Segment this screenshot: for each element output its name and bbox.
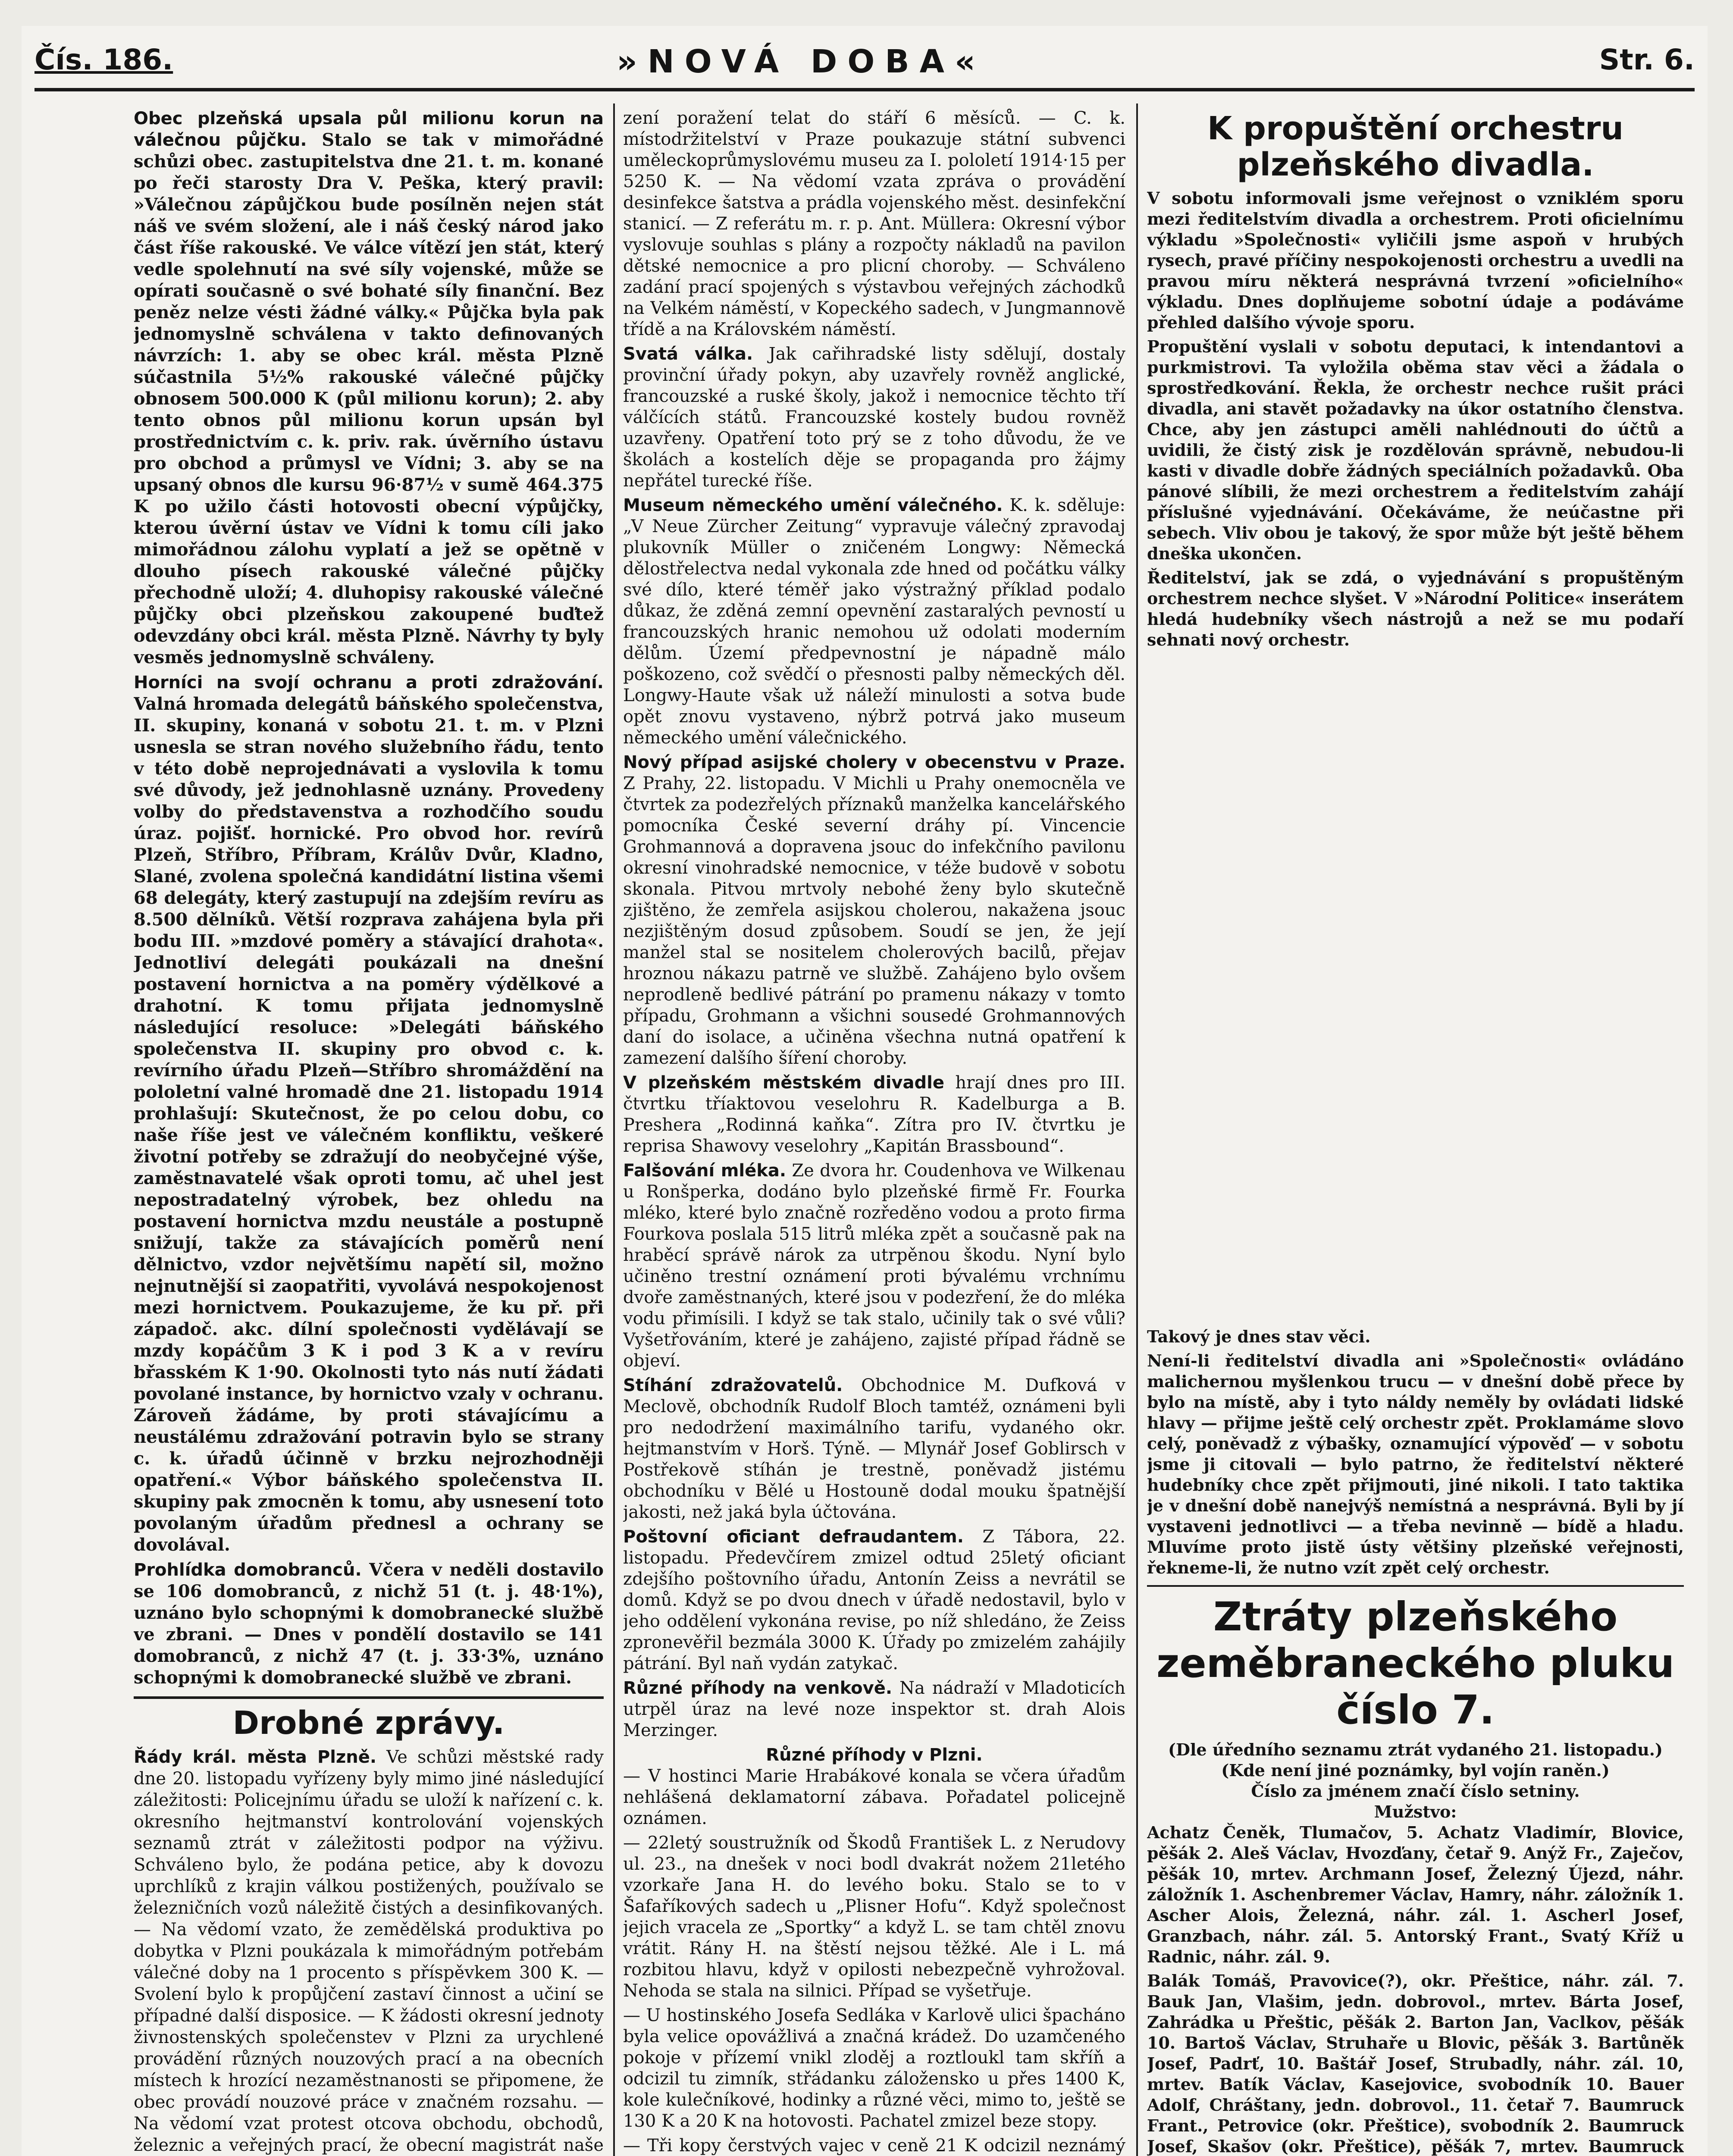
article-heading: K propuštění orchestru plzeňského divadla.: [1207, 110, 1624, 183]
article-paragraph: [623, 752, 1125, 1069]
casualty-list: Achatz Čeněk, Tlumačov, 5. Achatz Vladimír, Blovice, pěšák 2. Aleš Václav, Hvozďany, četař 9. Anýž Fr., Zaječov, pěšák 10, mrtev. Archmann Josef, Železný Újezd, náhr. záložník 1. Aschenbremer Václav, Hamry, náhr. záložník 1. Ascher Alois, Železná, náhr. zál. 1. Ascherl Josef, Granzbach, náhr. zál. 5. Antorský Frant., Svatý Kříž u Radnic, náhr. zál. 9.: [1147, 1823, 1684, 1966]
newspaper-page: [22, 26, 1708, 2156]
article-lead: Obec plzeňská upsala půl milionu korun na válečnou půjčku.: [134, 109, 604, 150]
article-lead: Falšování mléka.: [623, 1161, 787, 1181]
list-heading: Mužstvo:: [1374, 1802, 1457, 1821]
article-lead: Stíhání zdražovatelů.: [623, 1376, 843, 1395]
article-paragraph: [134, 1746, 604, 2156]
article-lead: Řády král. města Plzně.: [134, 1747, 377, 1767]
article-text: Z Prahy, 22. listopadu. V Michli u Prahy onemocněla ve čtvrtek za podezřelých příznaků manželka kancelářského pomocníka České severní dráhy pí. Vincencie Grohmannová a dopravena jsouc do infekčního pavilonu okresní vinohradské nemocnice, v téže budově v sobotu skonala. Pitvou mrtvoly nebohé ženy bylo skutečně zjištěno, že zemřela asijskou cholerou, nakažena jsouc nezjištěným dosud způsobem. Soudí se jen, že její manžel stal se nositelem cholerových bacilů, přejav hroznou nákazu patrně ve službě. Zahájeno bylo ovšem neprodleně bedlivé pátrání po pramenu nákazy v tomto případu, Grohmann a všichni sousedé Grohmannových daní do isolace, a učiněna všechna nutná opatření k zamezení dalšího šíření choroby.: [623, 774, 1125, 1068]
article-paragraph: Propuštění vyslali v sobotu deputaci, k intendantovi a purkmistrovi. Ta vyložila oběma stav věci a žádala o sprostředkování. Řekla, že orchestr nechce rušit práci divadla, ani stavět požadavky na úkor ostatního členstva. Chce, aby jen zástupci aměli nahlédnouti do účtů a uvidili, že čistý zisk je rozdělován správně, nebudou-li kasti v divadle dobře žádných speciálních požadavků. Oba pánové slíbili, že mezi orchestrem a ředitelstvím zahájí příslušné vyjednávání. Očekáváme, že neúčastne při sebech. Vliv obou je takový, že spor může být ještě během dneška ukončen.: [1147, 337, 1684, 563]
article-paragraph: — Tři kopy čerstvých vajec v ceně 21 K odcizil neznámý: [623, 2136, 1125, 2156]
article-lead: V plzeňském městském divadle: [623, 1073, 944, 1093]
article-paragraph: Není-li ředitelství divadla ani »Společnosti« ovládáno malichernou myšlenkou trucu — v dnešní době přece by bylo na místě, aby i tyto náldy neměly by ovládati lidské hlavy — přijme ještě celý orchestr zpět. Proklamáme slovo celý, poněvadž z výbašky, oznamující výpověď — v sobotu jsme ji citovali — bylo patrno, že ředitelství některé hudebníky chce zpět přijmouti, jiné nikoli. I tato taktika je v dnešní době nanejvýš nemístná a nesprávná. Byli by jí vystaveni jednotlivci — a třeba nevinně — bídě a hladu. Mluvíme proto jistě ústy většiny plzeňské veřejnosti, řekneme-li, že nutno vzít zpět celý orchestr.: [1147, 1351, 1684, 1577]
heading-note: (Dle úředního seznamu ztrát vydaného 21. listopadu.): [1168, 1740, 1663, 1759]
article-paragraph: [623, 344, 1125, 492]
casualty-list: Balák Tomáš, Pravovice(?), okr. Přeštice, náhr. zál. 7. Bauk Jan, Vlašim, jedn. dobrovol., mrtev. Bárta Josef, Zahrádka u Přeštic, pěšák 2. Barton Jan, Vaclkov, pěšák 10. Bartoš Václav, Struhaře u Blovic, pěšák 3. Bartůněk Josef, Padrť, 10. Baštář Josef, Strubadly, náhr. zál. 10, mrtev. Batík Václav, Kasejovice, svobodník 10. Bauer Adolf, Chráštany, jedn. dobrovol., 11. četař 7. Baumruck Frant., Petrovice (okr. Přeštice), svobodník 2. Baumruck Josef, Skašov (okr. Přeštice), pěšák 7, mrtev. Baumruck: [1147, 1971, 1684, 2156]
column-2: [623, 108, 1125, 2156]
article-paragraph: [623, 1375, 1125, 1523]
article-lead: Museum německého umění válečného.: [623, 495, 1003, 515]
article-lead: Různé příhody na venkově.: [623, 1678, 893, 1698]
heading-note: (Kde není jiné poznámky, byl vojín raněn.): [1221, 1761, 1610, 1780]
article-lead: Nový případ asijské cholery v obecenstvu v Praze.: [623, 752, 1125, 772]
article-paragraph: [623, 1678, 1125, 1741]
column-divider: [1136, 103, 1138, 2156]
issue-number: Čís. 186.: [34, 43, 173, 76]
column-1: [134, 108, 604, 2156]
article-paragraph: [623, 495, 1125, 749]
article-text: Ve schůzi městské rady dne 20. listopadu vyřízeny byly mimo jiné následující záležitosti: Policejnímu úřadu se uloží k nařízení c. k. okresního hejtmanství kontrolování vojenských seznamů ztrát v záležitosti podpor na výživu. Schváleno bylo, že podána petice, aby k dovozu uprchlíků z krajin válkou postižených, používalo se železničních vozů náležitě čistých a desinfikovaných. — Na vědomí vzato, že zemědělská produktiva po dobytka v Plzni poukázala k mimořádným potřebám válečné doby na 1 procento s příspěvkem 300 K. — Svolení bylo k propůjčení zastaví činnost a učiní se případné další disposice. — K žádosti okresní jednoty živnostenských společenstev v Plzni za urychlené provádění různých nouzových prací a na obecních místech k hrozící nezaměstnanosti se připomene, že obec provádí nouzové práce v značném rozsahu. — Na vědomí vzat protest otcova obchodu, obchodů, železnic a veřejných prací, že obecní magistrát naše: [134, 1747, 604, 2155]
article-text: Obchodnice M. Dufková v Meclově, obchodník Rudolf Bloch tamtéž, oznámeni byli pro nedodržení maximálního tarifu, vydaného okr. hejtmanstvím v Horš. Týně. — Mlynář Josef Goblirsch v Postřekově stíhán je trestně, poněvadž jistému obchodníku v Bělé u Hostouně dodal mouku špatnější jakosti, než jaká byla účtována.: [623, 1376, 1125, 1522]
column-3: [1147, 108, 1684, 2156]
section-rule: [134, 1696, 604, 1699]
article-text: Na nádraží v Mladoticích utrpěl úraz na levé noze inspektor st. drah Alois Merzinger.: [623, 1678, 1125, 1740]
article-lead: Prohlídka domobranců.: [134, 1560, 362, 1580]
article-paragraph: Ředitelství, jak se zdá, o vyjednávání s propuštěným orchestrem nechce slyšet. V »Národní Politice« inserátem hledá hudebníky všech nástrojů a než se mu podaří sehnati nový orchestr.: [1147, 568, 1684, 649]
article-text: Z Tábora, 22. listopadu. Předevčírem zmizel odtud 25letý oficiant zdejšího poštovního úřadu, Antonín Zeiss a nevrátil se domů. Když se po dvou dnech v úřadě nedostavil, bylo v jeho oddělení vykonána revise, po níž shledáno, že Zeiss zpronevěřil bezmála 3000 K. Úřady po zmizelém zahájily pátrání. Byl naň vydán zatykač.: [623, 1527, 1125, 1673]
article-paragraph: [134, 672, 604, 1556]
masthead-rule: [34, 88, 1695, 91]
blank-space: [1147, 654, 1684, 1326]
article-text: Valná hromada delegátů báňského společenstva, II. skupiny, konaná v sobotu 21. t. m. v Plzni usnesla se stran nového služebního řádu, tento v této době neprojednávati a vyslovila k tomu své důvody, jež jednohlasně uznány. Provedeny volby do představenstva a rozhodčího soudu úraz. pojišť. hornické. Pro obvod hor. revírů Plzeň, Stříbro, Příbram, Králův Dvůr, Kladno, Slané, zvolena společná kandidátní listina všemi 68 delegáty, který zastupují na zdejším revíru as 8.500 dělníků. Větší rozprava zahájena byla při bodu III. »mzdové poměry a stávající drahota«. Jednotliví delegáti poukázali na dnešní postavení hornictva a na poměry výdělkové a drahotní. K tomu přijata jednomyslně následující resoluce: »Delegáti báňského společenstva II. skupiny pro obvod c. k. revírního úřadu Plzeň—Stříbro shromáždění na pololetní valné hromadě dne 21. listopadu 1914 prohlašují: Skutečnost, že po celou dobu, co naše říše jest ve válečném konfliktu, veškeré životní potřeby se zdražují do neobyčejné výše, zaměstnavatelé však oproti tomu, ač uhel jest nepostradatelný výrobek, bez ohledu na postavení hornictva mzdu neustále a postupně snižují, takže za stávajících poměrů není dělnictvo, vzdor největšímu napětí sil, možno nejnutnější si zaopatřiti, vyvolává nespokojenost mezi hornictvem. Poukazujeme, že ku př. při západoč. akc. dílní společnosti vydělávají se mzdy kopáčům 3 K i pod 3 K a v revíru břasském K 1·90. Okolnosti tyto nás nutí žádati povolané instance, by hornictvo vzaly v ochranu. Zároveň žádáme, by proti stávajícímu a neustálému zdražování potravin bylo se strany c. k. úřadů účinně v brzku nejrozhodněji opatření.« Výbor báňského společenstva II. skupiny pak zmocněn k tomu, aby usnesení toto povolaným úřadům přednesl a ochrany se dovolával.: [134, 694, 604, 1555]
section-rule: [1147, 1585, 1684, 1587]
newspaper-title: »NOVÁ DOBA«: [617, 43, 986, 80]
article-text: hrají dnes pro III. čtvrtku tříaktovou veselohru R. Kadelburga a B. Preshera „Rodinná kaňka“. Zítra pro IV. čtvrtku je reprisa Shawovy veselohry „Kapitán Brassbound“.: [623, 1073, 1125, 1156]
masthead: [34, 34, 1695, 86]
article-paragraph: [623, 1160, 1125, 1372]
article-text: Jak cařihradské listy sdělují, dostaly provinční úřady pokyn, aby uzavřely rovněž anglické, francouzské a ruské školy, jakož i nemocnice těchto tří válčících států. Francouzské kostely budou rovněž uzavřeny. Opatření toto prý se z toho důvodu, že ve školách a kostelích děje se propaganda pro žájmy nepřátel turecké říše.: [623, 344, 1125, 491]
article-paragraph: [623, 1072, 1125, 1157]
subsection-heading: Různé příhody v Plzni.: [766, 1745, 983, 1765]
article-lead: Poštovní oficiant defraudantem.: [623, 1527, 964, 1547]
article-paragraph: [134, 1559, 604, 1689]
article-paragraph: [623, 1526, 1125, 1674]
page-number: Str. 6.: [1599, 43, 1695, 76]
column-divider: [613, 103, 615, 2156]
article-paragraph: V sobotu informovali jsme veřejnost o vzniklém sporu mezi ředitelstvím divadla a orchestrem. Proti oficielnímu výkladu »Společnosti« vyličili jsme aspoň v hrubých rysech, pravé příčiny nespokojenosti orchestru a uvedli na pravou míru některá nesprávná tvrzení »oficielního« výkladu. Dnes doplňujeme sobotní údaje a podáváme přehled dalšího vývoje sporu.: [1147, 188, 1684, 332]
article-paragraph: — U hostinského Josefa Sedláka v Karlově ulici špacháno byla velice opovážlivá a značná krádež. Do uzamčeného pokoje v přízemí vnikl zloděj a roztloukl tam skříň a odcizil tu zimník, střádanku záložensko u přes 1400 K, kole kulečníkové, hodinky a různé věci, mimo to, ještě se 130 K a 20 K na hotovosti. Pachatel zmizel beze stopy.: [623, 2006, 1125, 2131]
article-heading: Ztráty plzeňského zeměbraneckého pluku číslo 7.: [1156, 1594, 1675, 1733]
article-text: K. k. sděluje: „V Neue Zürcher Zeitung“ vypravuje válečný zpravodaj plukovník Müller o zničeném Longwy: Německá dělostřelectva nedal vykonala zde hned od počátku války své dílo, které téměř jako výstražný příklad podalo důkaz, že zděná zemní opevnění zastaralých pevností u francouzských hranic nemohou už odolati moderním dělům. Území předpevnostní je nápadně málo poškozeno, což svědčí o přesnosti palby německých děl. Longwy-Haute však už náleží minulosti a sotva bude opět znovu vystaveno, nýbrž potrvá jako museum německého umění válečnického.: [623, 495, 1125, 748]
section-heading: Drobné zprávy.: [232, 1705, 505, 1742]
article-text: Včera v neděli dostavilo se 106 domobranců, z nichž 51 (t. j. 48·1%), uznáno bylo schopnými k domobranecké službě ve zbrani. — Dnes v pondělí dostavilo se 141 domobranců, z nichž 47 (t. j. 33·3%, uznáno schopnými k domobranecké službě ve zbrani.: [134, 1560, 604, 1688]
article-paragraph: — V hostinci Marie Hrabákové konala se včera úřadům nehlášená deklamatorní zábava. Pořadatel policejně oznámen.: [623, 1766, 1125, 1828]
heading-note: Číslo za jménem značí číslo setniny.: [1251, 1781, 1580, 1801]
article-paragraph: Takový je dnes stav věci.: [1147, 1327, 1371, 1346]
article-text: Ze dvora hr. Coudenhova ve Wilkenau u Ronšperka, dodáno bylo plzeňské firmě Fr. Fourka mléko, které bylo značně rozředěno vodou a proto firma Fourkova poslala 515 litrů mléka zpět a současně pak na hraběcí správě nárok za utrpěnou škodu. Nyní bylo učiněno trestní oznámení proti bývalému vrchnímu dvoře zaměstnaných, které jsou v podezření, že do mléka vodu přimísili. I když se tak stalo, učinily tak o své vůli? Vyšetřováním, které je zahájeno, zajisté případ řádně se objeví.: [623, 1161, 1125, 1371]
article-text: Stalo se tak v mimořádné schůzi obec. zastupitelstva dne 21. t. m. konané po řeči starosty Dra V. Peška, který pravil: »Válečnou zápůjčkou bude posílněn nejen stát náš ve svém složení, ale i náš český národ jako část říše rakouské. Ve válce vítězí jen stát, který vedle spolehnutí na své síly vojenské, může se opírati současně o své bohaté síly finanční. Bez peněz nelze vésti žádné války.« Půjčka byla pak jednomyslně schválena v takto definovaných návrzích: 1. aby se obec král. města Plzně súčastnila 5½% rakouské válečné půjčky obnosem 500.000 K (půl milionu korun); 2. aby tento obnos půl milionu korun upsán byl prostřednictvím c. k. priv. rak. úvěrního ústavu pro obchod a průmysl ve Vídni; 3. aby se na upsaný obnos dle kursu 96·87½ v sumě 464.375 K po užilo části hotovosti obecní výpůjčky, kterou úvěrní ústav ve Vídni k tomu cíli jako mimořádnou zálohu vyplatí a jež se opětně v dlouho písech rakouské válečné půjčky přechodně uloží; 4. dluhopisy rakouské válečné půjčky obci plzeňskou zakoupené buďtež odevzdány obci král. města Plzně. Návrhy ty byly vesměs jednomyslně schváleny.: [134, 130, 604, 667]
article-paragraph: zení poražení telat do stáří 6 měsíců. — C. k. místodržitelství v Praze poukazuje státní subvenci uměleckoprůmyslovému museu za I. pololetí 1914·15 per 5250 K. — Na vědomí vzata zpráva o provádění desinfekce šatstva a prádla vojenského měst. desinfekční stanicí. — Z referátu m. r. p. Ant. Müllera: Okresní výbor vyslovuje souhlas s plány a rozpočty nákladů na pavilon dětské nemocnice a pro plicní choroby. — Schváleno zadání prací spojených s výstavbou veřejných záchodků na Velkém náměstí, v Kopeckého sadech, v Jungmannově třídě a na Královském náměstí.: [623, 108, 1125, 339]
article-lead: Horníci na svojí ochranu a proti zdražování.: [134, 673, 604, 693]
article-paragraph: [134, 108, 604, 668]
article-lead: Svatá válka.: [623, 344, 753, 364]
article-paragraph: — 22letý soustružník od Škodů František L. z Nerudovy ul. 23., na dnešek v noci bodl dvakrát nožem 21letého vzorkaře Jana H. do levého boku. Stalo se to v Šafaříkových sadech u „Plisner Hofu“. Když společnost jejich vracela ze „Sportky“ a když L. se tam chtěl znovu vrátit. Rány H. na štěstí nejsou těžké. Ale i L. má rozbitou hlavu, když v opilosti nebezpečně vyhrožoval. Nehoda se stala na silnici. Případ se vyšetřuje.: [623, 1833, 1125, 2001]
